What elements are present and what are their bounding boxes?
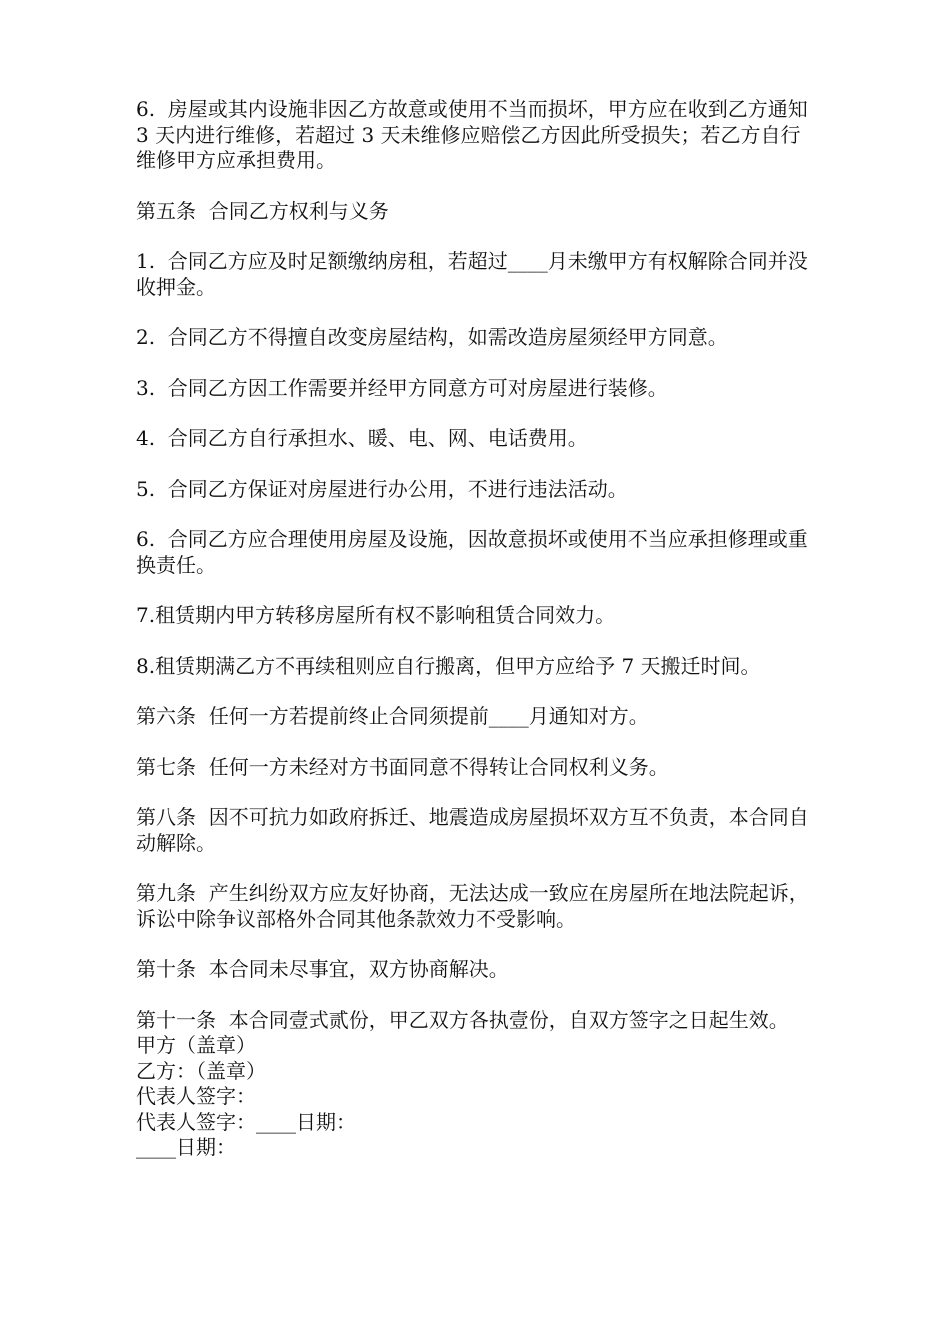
clause-5-item-2: 2. 合同乙方不得擅自改变房屋结构，如需改造房屋须经甲方同意。 (136, 325, 728, 349)
representative-signature-2: 代表人签字：____日期： (136, 1109, 356, 1134)
article-8: 第八条 因不可抗力如政府拆迁、地震造成房屋损坏双方互不负责，本合同自动解除。 (136, 805, 809, 855)
clause-5-item-1: 1. 合同乙方应及时足额缴纳房租，若超过____月未缴甲方有权解除合同并没收押金。 (136, 249, 808, 299)
clause-5-item-4: 4. 合同乙方自行承担水、暖、电、网、电话费用。 (136, 426, 588, 450)
clause-5-item-3: 3. 合同乙方因工作需要并经甲方同意方可对房屋进行装修。 (136, 375, 668, 400)
clause-5-item-5: 5. 合同乙方保证对房屋进行办公用，不进行违法活动。 (136, 476, 628, 501)
article-5-heading: 第五条 合同乙方权利与义务 (136, 198, 389, 223)
signature-block (136, 1033, 816, 1161)
article-10: 第十条 本合同未尽事宜，双方协商解决。 (136, 957, 509, 981)
article-9: 第九条 产生纠纷双方应友好协商，无法达成一致应在房屋所在地法院起诉，诉讼中除争议部格外合同其他条款效力不受影响。 (136, 881, 809, 931)
clause-4-item-6: 6. 房屋或其内设施非因乙方故意或使用不当而损坏，甲方应在收到乙方通知 3 天内进行维修，若超过 3 天未维修应赔偿乙方因此所受损失；若乙方自行维修甲方应承担费用。 (136, 97, 815, 172)
article-7: 第七条 任何一方未经对方书面同意不得转让合同权利义务。 (136, 754, 669, 779)
clause-5-item-7: 7.租赁期内甲方转移房屋所有权不影响租赁合同效力。 (136, 603, 616, 627)
article-6: 第六条 任何一方若提前终止合同须提前____月通知对方。 (136, 704, 649, 728)
clause-5-item-8: 8.租赁期满乙方不再续租则应自行搬离，但甲方应给予 7 天搬迁时间。 (136, 653, 761, 678)
clause-5-item-6: 6. 合同乙方应合理使用房屋及设施，因故意损坏或使用不当应承担修理或重换责任。 (136, 527, 808, 577)
party-a-seal: 甲方（盖章） (136, 1033, 256, 1057)
party-b-seal: 乙方：（盖章） (136, 1058, 266, 1083)
article-11: 第十一条 本合同壹式贰份，甲乙双方各执壹份，自双方签字之日起生效。 (136, 1007, 789, 1032)
contract-page (136, 97, 816, 1161)
date-line: ____日期： (136, 1135, 236, 1159)
representative-signature-1: 代表人签字： (136, 1084, 256, 1108)
